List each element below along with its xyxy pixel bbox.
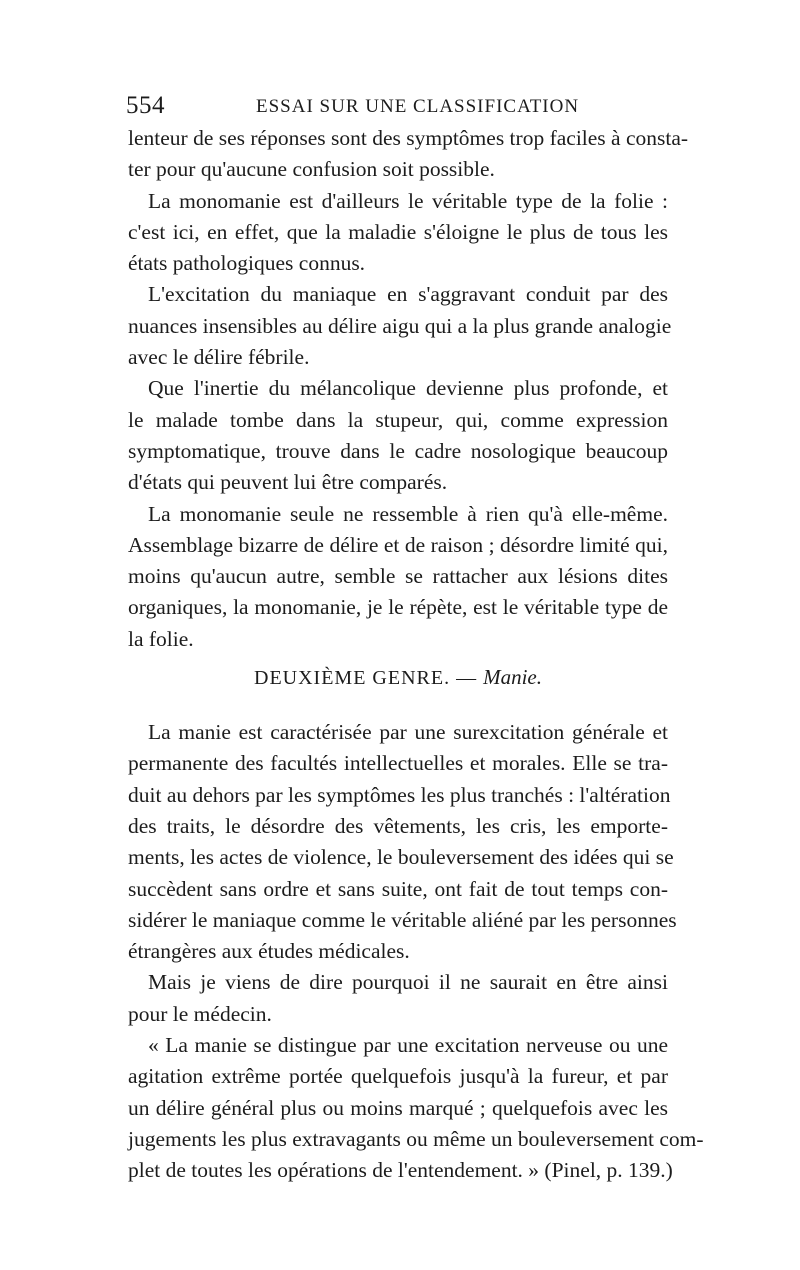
text-line: permanente des facultés intellectuelles et morales. Elle se tra-: [128, 751, 668, 776]
paragraphs-after-heading: [128, 717, 704, 1186]
text-line: La monomanie est d'ailleurs le véritable type de la folie :: [148, 188, 668, 213]
section-heading-name: Manie.: [483, 665, 542, 690]
text-line: organiques, la monomanie, je le répète, est le véritable type de: [128, 595, 668, 620]
text-line: la folie.: [128, 626, 194, 651]
text-line: « La manie se distingue par une excitation nerveuse ou une: [148, 1033, 668, 1058]
text-line: agitation extrême portée quelquefois jusqu'à la fureur, et par: [128, 1064, 668, 1089]
text-line: moins qu'aucun autre, semble se rattacher aux lésions dites: [128, 564, 668, 589]
paragraphs-before-heading: [128, 123, 689, 655]
section-heading-label: DEUXIÈME GENRE.: [254, 667, 451, 690]
text-line: pour le médecin.: [128, 1001, 272, 1026]
text-line: Mais je viens de dire pourquoi il ne saurait en être ainsi: [148, 970, 668, 995]
text-line: ter pour qu'aucune confusion soit possible.: [128, 157, 495, 182]
text-line: sidérer le maniaque comme le véritable aliéné par les personnes: [128, 907, 677, 932]
text-line: des traits, le désordre des vêtements, les cris, les emporte-: [128, 813, 668, 838]
text-line: états pathologiques connus.: [128, 251, 366, 276]
text-line: jugements les plus extravagants ou même un bouleversement com-: [128, 1126, 704, 1151]
running-title: ESSAI SUR UNE CLASSIFICATION: [256, 96, 580, 117]
text-line: c'est ici, en effet, que la maladie s'éloigne le plus de tous les: [128, 219, 668, 244]
page-number: 554: [126, 92, 165, 119]
text-line: le malade tombe dans la stupeur, qui, comme expression: [128, 407, 668, 432]
text-line: La monomanie seule ne ressemble à rien qu'à elle-même.: [148, 501, 668, 526]
paragraph: [128, 373, 668, 498]
text-line: plet de toutes les opérations de l'entendement. » (Pinel, p. 139.): [128, 1158, 673, 1183]
section-heading: [128, 655, 668, 717]
paragraph: [128, 717, 677, 967]
text-line: étrangères aux études médicales.: [128, 939, 410, 964]
paragraph: [128, 499, 668, 655]
paragraph: [128, 1030, 704, 1186]
paragraph: [128, 967, 668, 1030]
paragraph: [128, 186, 668, 280]
text-line: L'excitation du maniaque en s'aggravant conduit par des: [148, 282, 668, 307]
text-line: succèdent sans ordre et sans suite, ont fait de tout temps con-: [128, 876, 668, 901]
text-line: Que l'inertie du mélancolique devienne plus profonde, et: [148, 376, 668, 401]
text-line: Assemblage bizarre de délire et de raison ; désordre limité qui,: [128, 532, 668, 557]
section-heading-dash: —: [456, 667, 478, 690]
paragraph: [128, 279, 672, 373]
text-line: duit au dehors par les symptômes les plus tranchés : l'altération: [128, 782, 671, 807]
text-line: lenteur de ses réponses sont des symptômes trop faciles à consta-: [128, 126, 689, 150]
text-line: ments, les actes de violence, le bouleversement des idées qui se: [128, 845, 674, 870]
body-text: [128, 123, 704, 1187]
text-line: d'états qui peuvent lui être comparés.: [128, 470, 448, 495]
paragraph: [128, 123, 689, 186]
text-line: La manie est caractérisée par une surexcitation générale et: [148, 720, 668, 745]
text-line: avec le délire fébrile.: [128, 345, 310, 370]
text-line: symptomatique, trouve dans le cadre nosologique beaucoup: [128, 438, 668, 463]
page-header: [126, 92, 672, 122]
text-line: nuances insensibles au délire aigu qui a la plus grande analogie: [128, 313, 672, 338]
text-line: un délire général plus ou moins marqué ; quelquefois avec les: [128, 1095, 668, 1120]
